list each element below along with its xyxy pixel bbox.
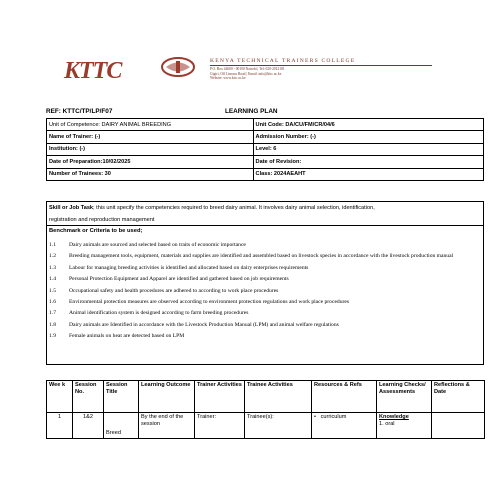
- list-item: [49, 331, 483, 342]
- org-name: KENYA TECHNICAL TRAINERS COLLEGE: [210, 58, 356, 64]
- list-item: [49, 263, 483, 274]
- benchmark-number: 1.9: [49, 333, 56, 340]
- benchmark-number: 1.6: [49, 299, 56, 306]
- benchmark-text: Dairy animals are Identified in accordance with the Livestock Production Manual (LPM) and animal welfare regulations: [69, 321, 339, 328]
- column-header: Resources & Refs: [312, 381, 377, 413]
- table-row: [47, 143, 484, 155]
- benchmark-number: 1.2: [49, 253, 56, 260]
- number-of-trainees: Number of Trainees: 30: [47, 168, 254, 180]
- trainer-name: Name of Trainer: (-): [47, 131, 254, 143]
- org-contact-2: Gigiri, Off Limuru Road | Email: info@kttc.ac.ke: [210, 71, 282, 76]
- bullet-icon: •: [314, 414, 321, 420]
- unit-of-competence: Unit of Competence: DAIRY ANIMAL BREEDING: [47, 119, 254, 131]
- session-no-cell: 1&2: [73, 413, 104, 439]
- benchmark-section: [46, 225, 484, 365]
- list-item: [49, 308, 483, 319]
- org-contact-3: Website: www.kttc.ac.ke: [210, 76, 246, 81]
- benchmark-number: 1.3: [49, 264, 56, 271]
- date-of-revision: Date of Revision:: [253, 156, 483, 168]
- benchmark-number: 1.4: [49, 276, 56, 283]
- column-header: Session Title: [104, 381, 139, 413]
- institution: Institution: (-): [47, 143, 254, 155]
- benchmark-number: 1.1: [49, 242, 56, 248]
- resource-item: curriculum: [320, 414, 347, 420]
- benchmark-text: Breeding management tools, equipment, materials and supplies are identified and assembled based on livestock species in accordance with the livestock production manual: [69, 253, 454, 260]
- reference-number: REF: KTTC/TP/LP/F07: [46, 108, 113, 115]
- column-header: Learning Checks/ Assessments: [377, 381, 432, 413]
- resources-cell: [312, 413, 377, 439]
- unit-code: Unit Code: DA/CU/FM/CR/04/6: [253, 119, 483, 131]
- table-row: [47, 119, 484, 131]
- benchmark-number: 1.8: [49, 321, 56, 328]
- benchmark-text: Animal identification system is designed according to farm breeding procedures: [69, 310, 249, 317]
- logo-emblem-icon: [160, 56, 196, 78]
- letterhead: [64, 52, 434, 90]
- class: Class: 2024AEAHT: [253, 168, 483, 180]
- learning-outcome-cell: By the end of the session: [139, 413, 195, 439]
- session-plan-table: [46, 380, 485, 439]
- list-item: [49, 297, 483, 308]
- org-block: [210, 58, 432, 81]
- benchmark-text: Environmental protection measures are observed according to environment protection regulations and work place procedures: [69, 299, 350, 306]
- column-header: Reflections & Date: [432, 381, 485, 413]
- checks-item: 1. oral: [379, 421, 395, 427]
- list-item: [49, 320, 483, 331]
- table-row: [47, 168, 484, 180]
- benchmark-text: Dairy animals are sourced and selected based on traits of economic importance: [69, 242, 246, 248]
- checks-cell: [377, 413, 432, 439]
- benchmark-text: Female animals on heat are detected based on LPM: [69, 333, 185, 340]
- column-header: Wee k: [47, 381, 73, 413]
- date-of-preparation: Date of Preparation:10/02/2025: [47, 156, 254, 168]
- skill-text-continued: registration and reproduction management: [49, 217, 155, 223]
- column-header: Learning Outcome: [139, 381, 195, 413]
- benchmark-number: 1.5: [49, 287, 56, 294]
- skill-text: ; this unit specify the competencies required to breed dairy animal. It involves dairy animal selection, identification,: [93, 205, 375, 211]
- list-item: [49, 286, 483, 297]
- column-header: Session No.: [73, 381, 104, 413]
- benchmark-text: Personal Protection Equipment and Apparel are identified and gathered based on job requirements: [69, 276, 289, 283]
- list-item: [49, 240, 483, 251]
- column-header: Trainer Activities: [195, 381, 245, 413]
- org-contact-1: P.O. Box 44600 - 00100 Nairobi | Tel: 020-2012181: [210, 67, 285, 71]
- checks-heading: Knowledge: [379, 414, 409, 420]
- unit-info-table: [46, 118, 484, 181]
- benchmark-text: Occupational safety and health procedures are adhered to according to work place procedures: [69, 287, 279, 294]
- table-row: [47, 156, 484, 168]
- list-item: [49, 251, 483, 262]
- table-row: [47, 413, 485, 439]
- benchmark-title: Benchmark or Criteria to be used;: [49, 228, 143, 234]
- benchmark-number: 1.7: [49, 310, 56, 317]
- reflections-cell: [432, 413, 485, 439]
- benchmark-list: [49, 240, 483, 343]
- benchmark-text: Labour for managing breeding activities is identified and allocated based on dairy enterprises requirements: [69, 264, 309, 271]
- org-divider: [210, 65, 432, 66]
- week-cell: 1: [47, 413, 73, 439]
- skill-job-task: [46, 201, 484, 225]
- table-row: [47, 131, 484, 143]
- trainer-activities-cell: Trainer:: [195, 413, 245, 439]
- skill-label: Skill or Job Task: [49, 205, 94, 211]
- column-header: Trainee Activities: [245, 381, 312, 413]
- document-title: LEARNING PLAN: [225, 108, 278, 115]
- admission-number: Admission Number: (-): [253, 131, 483, 143]
- kttc-logo: KTTC: [64, 58, 122, 84]
- session-title-cell: Breed: [104, 413, 139, 439]
- level: Level: 6: [253, 143, 483, 155]
- list-item: [49, 274, 483, 285]
- trainee-activities-cell: Trainee(s):: [245, 413, 312, 439]
- table-header-row: [47, 381, 485, 413]
